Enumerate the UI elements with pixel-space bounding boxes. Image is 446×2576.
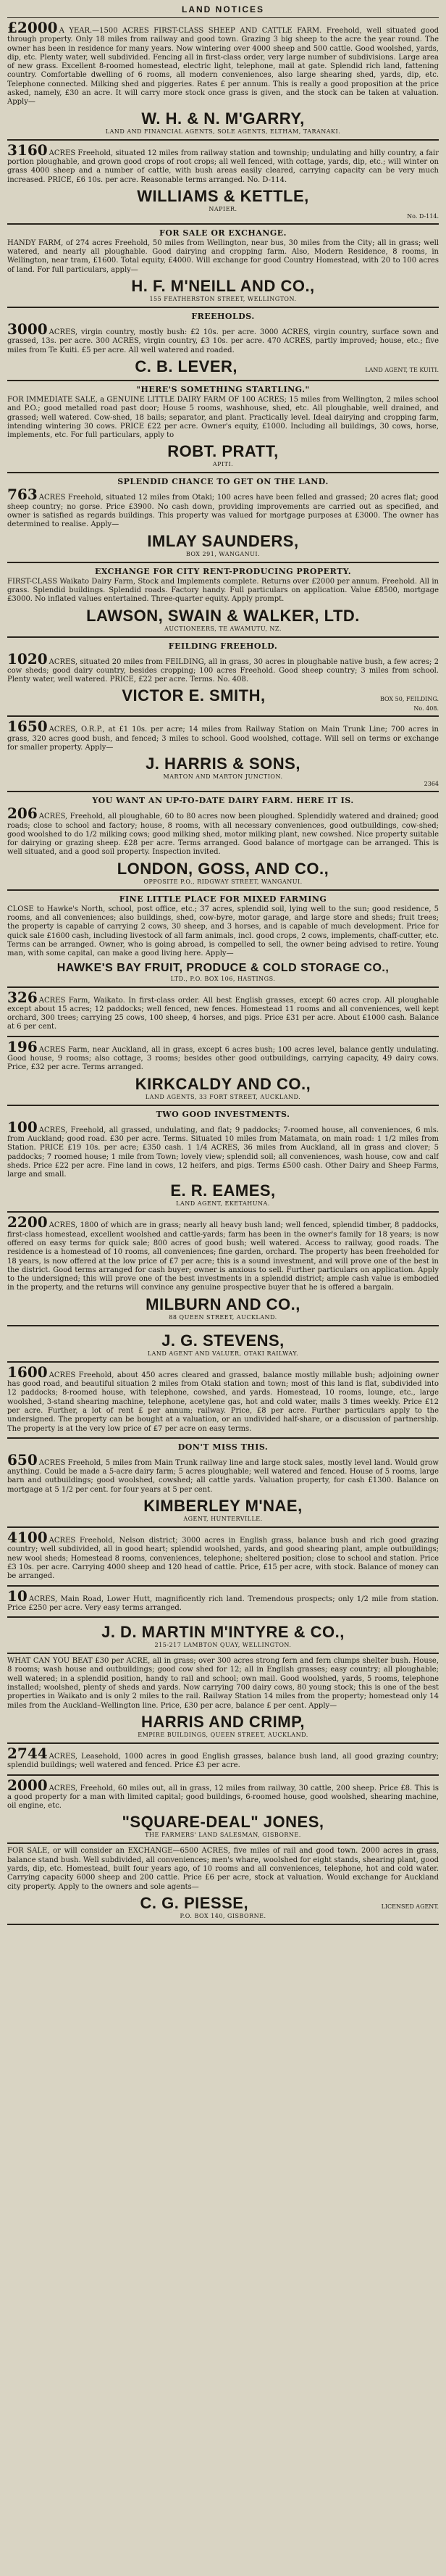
agent-line [7,1892,439,1913]
agent-name: HAWKE'S BAY FRUIT, PRODUCE & COLD STORAGE CO., [56,961,390,974]
advert-body [7,578,439,604]
agent-name: ROBT. PRATT, [167,442,279,461]
land-advert [7,1037,439,1106]
agent-address: NAPIER. [209,205,237,212]
advert-body [7,1363,439,1434]
advert-text: ACRES Freehold, situated 12 miles from railway station and township; undulating and hilly country, a fair portion ploughable, and grown good crops of root crops; all well fenced, with cottage, yards, dip, etc.; will winter on grass 4000 sheep and a number of cattle, with bush areas easily cleared, carrying capacity can be very much increased. PRICE, £6 10s. per acre. Reasonable terms arranged. No. D-114. [7,149,439,184]
advert-text: A YEAR.—1500 ACRES FIRST-CLASS SHEEP AND CATTLE FARM. Freehold, well situated good through property. Only 18 miles from railway and good town. Grazing 3 big sheep to the acre the year round. The owner has been in residence for many years. Now wintering over 4000 sheep and 500 cattle. Good woolshed, yards, dip, etc. Plenty water, well subdivided. Fencing all in first-class order, very large number of subdivisions. Large area of new grass. Excellent 8-roomed homestead, electric light, telephone, mail at gate. Splendid rich land, fattening country. Comfortable dwelling of 6 rooms, all modern conveniences, also large shearing shed, yards, dip, etc. Telephone connected. Milking shed and piggeries. Rates £ per annum. This is really a good proposition at the price asked, namely, £30 an acre. It will carry more stock once grass is given, and the stock can be taken at valuation. Apply— [7,27,439,107]
advert-title: FEILDING FREEHOLD. [168,641,278,651]
advert-body [7,1587,439,1613]
land-advert [7,638,439,718]
advert-body [7,1213,439,1292]
advert-body [7,807,439,857]
land-advert [7,1363,439,1439]
agent-address: LTD., P.O. BOX 106, HASTINGS. [170,975,276,982]
advert-body [7,1531,439,1581]
advert-text: ACRES Freehold, Nelson district; 3000 acres in English grass, balance bush and rich good grazing country; well subdivided, all in good heart; splendid woolshed, yards, and good shearing plant, ample outbuildings; new wool sheds; Homestead 8 rooms, conveniences, telephone; sheltered position; close to school and station. Price £3 10s. per acre. Carrying 4000 sheep and 120 head of cattle. Price, £15 per acre, with stock. Balance of money can be arranged. [7,1537,439,1581]
advert-text: HANDY FARM, of 274 acres Freehold, 50 miles from Wellington, near bus, 30 miles from the City; all in grass; well watered, and nearly all ploughable. Good dairying and cropping farm. Also, Modern Residence, 8 rooms, in Wellington, near tram, £1600. Total equity, £4000. Will exchange for good Country Homestead, with 20 to 100 acres of land. For full particulars, apply— [7,238,439,274]
advert-text: ACRES, Freehold, all grassed, undulating, and flat; 9 paddocks; 7-roomed house, all conveniences, 6 mls. from Auckland; good road. £30 per acre. Terms. Situated 10 miles from Matamata, on main road: 1 1/2 miles from Station. PRICE £19 10s. per acre; £350 cash. 1 1/4 ACRES, 36 miles from Auckland, all in grass and clover; 5 paddocks; 7 roomed house; 1 mile from Town; lovely view; splendid soil; all conveniences, wash house, cow and calf sheds. Price £22 per acre. Fine land in cows, 12 heifers, and pigs. Terms £500 cash. Other Dairy and Sheep Farms, large and small. [7,1126,439,1179]
advert-body [7,1450,439,1495]
agent-name: J. D. MARTIN M'INTYRE & CO., [101,1623,345,1642]
agent-name: C. G. PIESSE, [140,1893,249,1912]
land-advert [7,1106,439,1213]
advert-lead-figure: 1600 [7,1363,48,1381]
agent-name: LONDON, GOSS, AND CO., [117,859,329,878]
advert-lead-figure: 100 [7,1118,38,1136]
advert-title: FOR SALE OR EXCHANGE. [159,228,287,238]
agent-name: H. F. M'NEILL AND CO., [131,277,315,296]
section-header: LAND NOTICES [7,3,439,18]
agent-label: LAND AGENT, TE KUITI. [365,366,439,373]
reference-number: No. D-114. [407,212,439,220]
land-advert [7,1744,439,1776]
advert-body [7,720,439,752]
advert-lead-figure: £2000 [7,19,58,36]
agent-label: BOX 50, FEILDING. [379,696,439,703]
advert-lead-figure: 4100 [7,1529,48,1547]
land-advert [7,1439,439,1528]
land-advert [7,1587,439,1619]
advert-title: FINE LITTLE PLACE FOR MIXED FARMING [119,894,327,904]
advert-lead-figure: 3160 [7,141,48,159]
advert-lead-figure: 1020 [7,649,48,668]
advert-body [7,320,439,355]
reference-number: 2364 [424,781,439,788]
agent-address: LAND AGENT, EKETAHUNA. [176,1200,270,1208]
advert-text: ACRES, O.R.P., at £1 10s. per acre; 14 miles from Railway Station on Main Trunk Line; 700 acres in grass, 320 acres good bush, and fenced; 3 miles to school. Good woolshed, cottage. Will sell on terms or exchange for smaller property. Apply— [7,726,439,752]
agent-address: AUCTIONEERS, TE AWAMUTU, NZ. [164,625,282,632]
advert-title: FREEHOLDS. [191,312,255,322]
agent-address: LAND AND FINANCIAL AGENTS, SOLE AGENTS, ELTHAM, TARANAKI. [105,128,341,135]
agent-line [7,684,439,705]
advert-lead-figure: 1650 [7,718,48,736]
agent-name: J. G. STEVENS, [161,1331,285,1350]
agent-name: WILLIAMS & KETTLE, [137,186,309,205]
advert-text: FOR IMMEDIATE SALE, a GENUINE LITTLE DAIRY FARM OF 100 ACRES; 15 miles from Wellington, 2 miles school and P.O.; good metalled road past door; House 5 rooms, washhouse, shed, etc. All ploughable, well drained, and grassed; well watered. Cow-shed, 18 bails; separator, and plant. Practically level. Ideal dairying and cropping farm, intending wintering 30 cows. PRICE £22 per acre. Owner's equity, £1000. Including all buildings, 30 cows, horse, implements, etc. For full particulars, apply to [7,395,439,440]
agent-name: "SQUARE-DEAL" JONES, [122,1813,324,1832]
land-advert [7,308,439,381]
agent-address: APITI. [212,461,234,468]
advert-text: ACRES Freehold, about 450 acres cleared and grassed, balance mostly millable bush; adjoining owner has good road, and beautiful situation 2 miles from Otaki station and town; most of this land is flat, subdivided into 12 paddocks; 8-roomed house, with telephone, cowshed, and yards. Homestead, 10 rooms, lounge, etc., large woolshed, 3-stand shearing machine, telephone, acetylene gas, hot and cold water, mails 3 times weekly. Price £12 per acre. Further, a lot of rent £ per annum; railway. Price, £8 per acre. Further particulars apply to the undersigned. The property can be bought at a valuation, or an undivided half-share, or a discussion of partnership. The property is at the very low price of £7 per acre on easy terms. [7,1371,439,1433]
land-advert [7,141,439,225]
advert-text: ACRES, Freehold, all ploughable, 60 to 80 acres now been ploughed. Splendidly watered and drained; good roads; close to school and factory; house, 8 rooms, with all necessary conveniences, good outbuildings, cow-shed; good woolshed to do 1/2 milking cows; good milking shed, motor milking plant, new cowshed. Nice property suitable for dairying or grazing sheep. £28 per acre. Terms arranged. Good balance of mortgage can be arranged. This is well situated, and a good soil property. Inspection invited. [7,813,439,857]
advert-body [7,1847,439,1891]
agent-name: VICTOR E. SMITH, [122,686,266,705]
advert-text: ACRES, Freehold, 60 miles out, all in grass, 12 miles from railway, 30 cattle, 200 sheep. Price £8. This is a good property for a man with limited capital; good buildings, 6-roomed house, good woolshed, shearing machine, oil engine, etc. [7,1784,439,1811]
classified-ads [7,18,439,1925]
advert-lead-figure: 326 [7,988,38,1006]
advert-title: EXCHANGE FOR CITY RENT-PRODUCING PROPERTY. [94,566,352,576]
land-advert [7,988,439,1037]
advert-text: FOR SALE, or will consider an EXCHANGE—6500 ACRES, five miles of rail and good town. 2000 acres in grass, balance stand bush. Well subdivided, all conveniences; men's whare, woolshed for eight stands, shearing plant, good yards, dip, etc. Homestead, built four years ago, of 10 rooms and all conveniences, telephone, hot and cold water. Carrying capacity 6000 sheep and 200 cattle. Price £6 per acre, stock at valuation. Would exchange for Auckland city property. Apply to the owners and sole agents— [7,1847,439,1891]
land-advert [7,792,439,890]
advert-body [7,239,439,275]
agent-name: W. H. & N. M'GARRY, [141,109,305,128]
land-advert [7,473,439,562]
agent-name: E. R. EAMES, [170,1181,276,1200]
agent-name: J. HARRIS & SONS, [146,755,300,773]
agent-label: LICENSED AGENT. [381,1903,439,1910]
agent-address: LAND AGENT AND VALUER, OTAKI RAILWAY. [147,1350,299,1357]
agent-name: IMLAY SAUNDERS, [147,531,299,550]
land-advert [7,225,439,308]
advert-title: "HERE'S SOMETHING STARTLING." [136,384,310,394]
agent-name: LAWSON, SWAIN & WALKER, LTD. [86,606,360,625]
advert-body [7,21,439,107]
advert-lead-figure: 2744 [7,1744,48,1762]
advert-text: ACRES, situated 20 miles from FEILDING, all in grass, 30 acres in ploughable native bush, a few acres; 2 cow sheds; good dairy country, besides cropping; 100 acres Freehold. Good sheep country; 3 miles from school. Plenty water, well watered. PRICE, £22 per acre. Terms. No. 408. [7,657,439,684]
advert-title: YOU WANT AN UP-TO-DATE DAIRY FARM. HERE IT IS. [92,796,354,806]
advert-body [7,1744,439,1771]
advert-title: DON'T MISS THIS. [177,1442,269,1452]
land-advert [7,1528,439,1586]
land-advert [7,1776,439,1845]
advert-lead-figure: 2200 [7,1213,48,1231]
advert-body [7,988,439,1032]
land-advert [7,717,439,792]
advert-body [7,649,439,685]
advert-lead-figure: 763 [7,486,38,504]
advert-body [7,1657,439,1711]
agent-name: MILBURN AND CO., [146,1295,300,1313]
advert-lead-figure: 2000 [7,1776,48,1794]
agent-address: EMPIRE BUILDINGS, QUEEN STREET, AUCKLAND. [138,1731,308,1738]
advert-title: SPLENDID CHANCE TO GET ON THE LAND. [117,477,329,487]
agent-address: AGENT, HUNTERVILLE. [183,1516,263,1523]
reference-number: No. 408. [413,705,439,712]
agent-name: KIMBERLEY M'NAE, [143,1497,303,1516]
advert-title: TWO GOOD INVESTMENTS. [156,1109,290,1119]
land-advert [7,1618,439,1654]
land-advert [7,1326,439,1363]
land-advert [7,563,439,638]
advert-body [7,1118,439,1180]
agent-address: OPPOSITE P.O., RIDGWAY STREET, WANGANUI. [143,878,303,885]
agent-name: C. B. LEVER, [135,357,238,375]
advert-lead-figure: 650 [7,1450,38,1468]
agent-address: P.O. BOX 140, GISBORNE. [180,1912,266,1919]
advert-lead-figure: 196 [7,1037,38,1055]
land-advert [7,1213,439,1326]
advert-body [7,1776,439,1811]
agent-address: MARTON AND MARTON JUNCTION. [163,773,283,781]
advert-text: ACRES Freehold, 5 miles from Main Trunk railway line and large stock sales, mostly level land. Would grow anything. Could be made a 5-acre dairy farm; 5 acres ploughable; well watered and fenced. House of 5 rooms, large barn and outbuildings; good woolshed, cowshed; all cattle yards. Valuation property, for cash £1300. Balance on mortgage at 5 1/2 per cent. for four years at 5 per cent. [7,1458,439,1494]
advert-text: ACRES, 1800 of which are in grass; nearly all heavy bush land; well fenced, splendid timber, 8 paddocks, first-class homestead, excellent woolshed and cattle-yards; farm has been in the owner's family for 18 years; is now offered on easy terms for quick sale; 800 acres of good bush; well watered. Access to railway, good roads. The residence is a homestead of 10 rooms, all conveniences; fine garden, orchard. The property has been freeholded for 18 years, is now offered at the low price of £7 per acre; this is a sound investment, and will prove one of the best in the district. Good terms arranged for cash buyer; owner is anxious to sell. Further particulars on application. Apply to the undersigned; this will prove one of the best investments in a splendid district; ample cash value is embodied in the property, and the returns will convince any genuine prospective buyer that he is offered a bargain. [7,1221,439,1292]
advert-lead-figure: 10 [7,1587,28,1605]
land-advert [7,1844,439,1924]
advert-body [7,141,439,185]
advert-lead-figure: 3000 [7,320,48,338]
advert-body [7,488,439,529]
land-advert [7,381,439,473]
land-advert [7,891,439,988]
advert-body [7,396,439,440]
agent-address: 88 QUEEN STREET, AUCKLAND. [169,1313,277,1321]
agent-line [7,355,439,376]
agent-name: KIRKCALDY AND CO., [135,1074,311,1093]
advert-text: ACRES Freehold, situated 12 miles from Otaki; 100 acres have been felled and grassed; 20 acres flat; good sheep country; no gorse. Price £3900. No cash down, providing improvements are carried out as specified, and owner is satisfied as regards buildings. This property was valued for mortgage purposes at £3000. The owner has determined to realise. Apply— [7,494,439,529]
agent-address: 155 FEATHERSTON STREET, WELLINGTON. [149,296,297,303]
agent-address: BOX 291, WANGANUI. [185,550,261,557]
agent-address: 215-217 LAMBTON QUAY, WELLINGTON. [154,1642,292,1649]
advert-body [7,1037,439,1073]
advert-lead-figure: 206 [7,805,38,823]
advert-body [7,905,439,959]
advert-text: ACRES, Main Road, Lower Hutt, magnificently rich land. Tremendous prospects; only 1/2 mile from station. Price £250 per acre. Very easy terms arranged. [7,1595,439,1612]
advert-text: ACRES Farm, Waikato. In first-class order. All best English grasses, except 60 acres crop. All ploughable except about 15 acres; 12 paddocks; well fenced, new fences. Homestead 11 rooms and all conveniences, well kept orchard, 300 trees; carrying 25 cows, 100 sheep, 4 horses, and pigs. Price £31 per acre. About £1000 cash. Balance at 6 per cent. [7,996,439,1031]
agent-name: HARRIS AND CRIMP, [140,1712,306,1731]
advert-text: ACRES, Leasehold, 1000 acres in good English grasses, balance bush land, all good grazing country; splendid buildings; well watered and fenced. Price £3 per acre. [7,1752,439,1770]
agent-address: THE FARMERS' LAND SALESMAN, GISBORNE. [145,1832,301,1839]
advert-text: ACRES, virgin country, mostly bush: £2 10s. per acre. 3000 ACRES, virgin country, surface sown and grassed, 13s. per acre. 300 ACRES, virgin country, £3 10s. per acre. 470 ACRES, partly improved; house, etc.; five miles from Te Kuiti. £5 per acre. All well watered and roaded. [7,328,439,354]
advert-text: FIRST-CLASS Waikato Dairy Farm, Stock and Implements complete. Returns over £2000 per annum. Freehold. All in grass. Splendid buildings. Splendid roads. Factory handy. Full particulars on application. Value £8500, mortgage £3000. No inflated values entertained. Three-quarter equity. Apply prompt. [7,577,439,604]
land-advert [7,1654,439,1744]
land-advert [7,18,439,141]
agent-address: LAND AGENTS, 33 FORT STREET, AUCKLAND. [145,1093,301,1100]
advert-text: WHAT CAN YOU BEAT £30 per ACRE, all in grass; over 300 acres strong fern and fern clumps shelter bush. House, 8 rooms; wash house and outbuildings; good cow shed for 12; all in English grasses; easy country; all ploughable; well watered; in a splendid position, handy to rail and school; own mail. Good woolshed, yards, 5 rooms, telephone installed; woolshed, plenty of sheds and yards. Now carrying 700 dairy cows, 80 young stock; this is one of the best properties in Waikato and is only 2 miles to the rail. Railway Station 14 miles from the property; homestead only 14 miles from the Auckland–Wellington line. Price, £30 per acre, balance £ per cent. Apply— [7,1657,439,1710]
advert-text: CLOSE to Hawke's North, school, post office, etc.; 37 acres, splendid soil, lying well to the sun; good residence, 5 rooms, and all conveniences; also buildings, shed, cow-byre, motor garage, and large store and sheds; fruit trees; the property is capable of carrying 2 cows, 30 sheep, and 3 horses, and is capable of much development. Price for quick sale £1600 cash, including livestock of all farm animals, incl. good crops, 2 cows, implements, chaff-cutter, etc. Terms can be arranged. Owner, who is going abroad, is compelled to sell, the owner being advised to retire. Young man, with some capital, can make a good living here. Apply— [7,905,439,958]
advert-text: ACRES Farm, near Auckland, all in grass, except 6 acres bush; 100 acres level, balance gently undulating. Good house, 9 rooms; also cottage, 3 rooms; besides other good outbuildings, carrying capacity, 49 dairy cows. Price, £32 per acre. Terms arranged. [7,1045,439,1072]
